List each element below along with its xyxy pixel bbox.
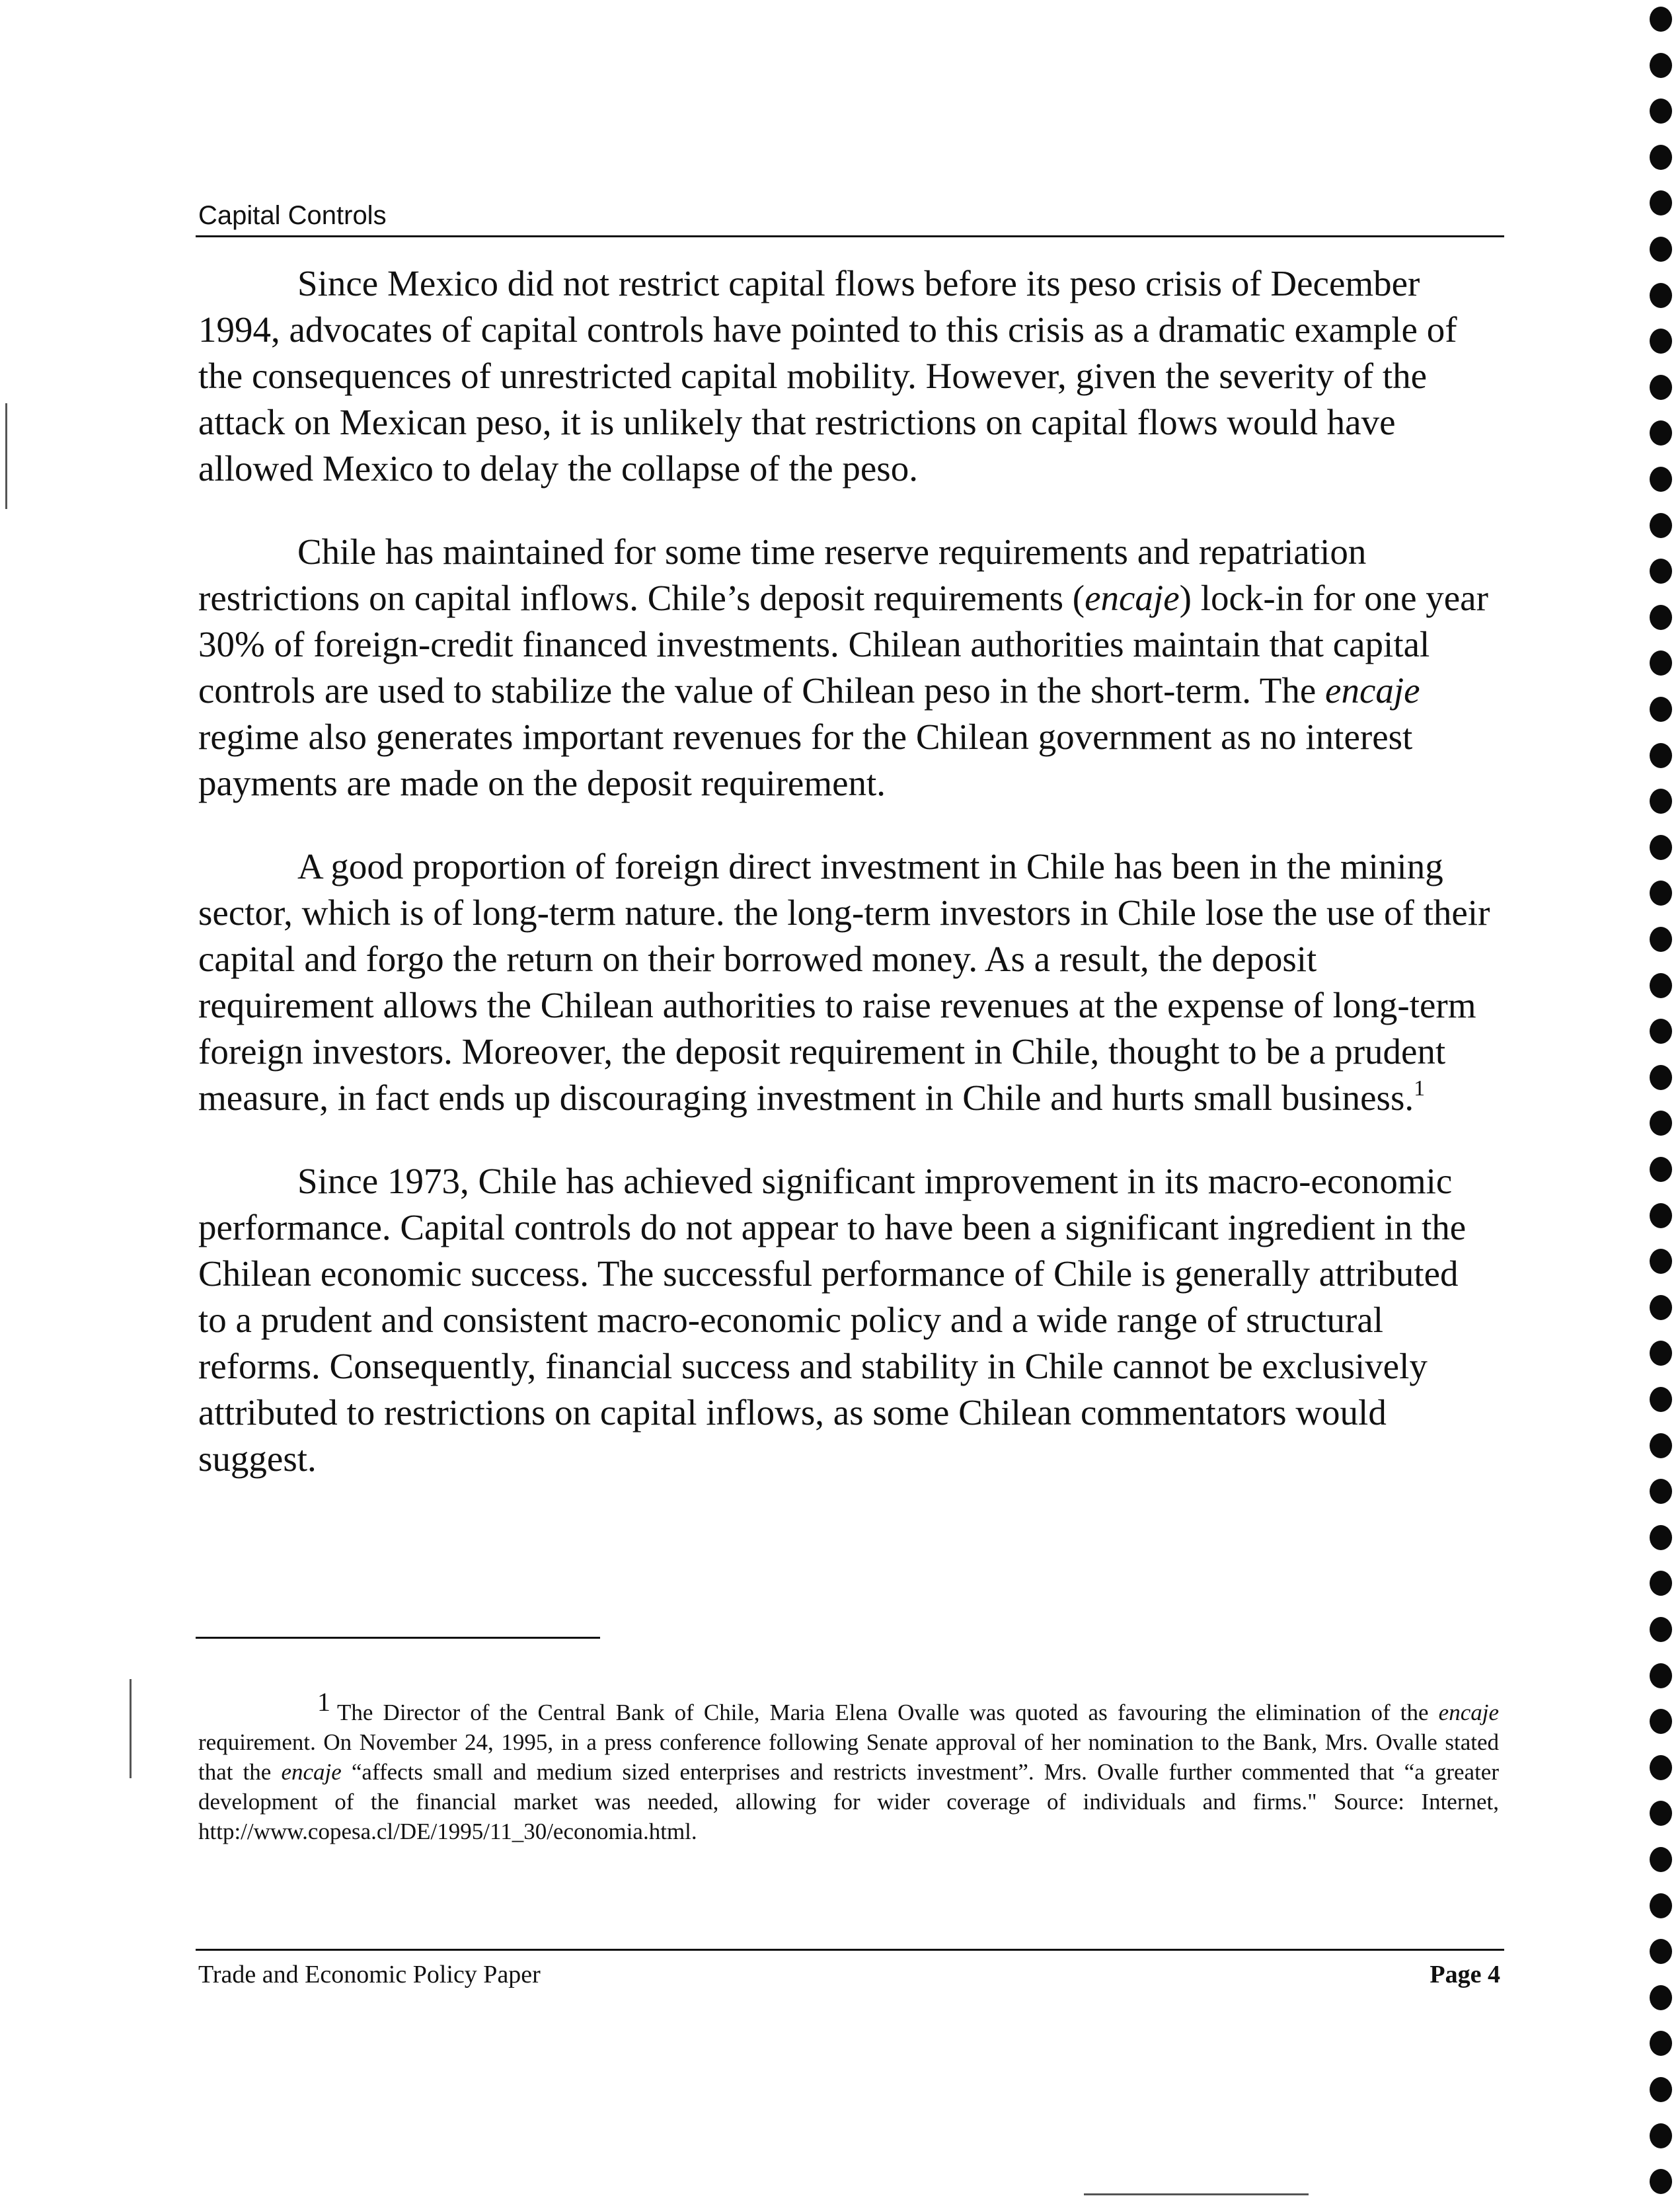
footnote-italic-encaje-2: encaje <box>281 1759 342 1785</box>
binding-hole <box>1650 1893 1672 1918</box>
footnote-mark: 1 <box>317 1687 330 1717</box>
binding-hole <box>1650 1755 1672 1780</box>
binding-hole <box>1650 1709 1672 1734</box>
binding-hole <box>1650 375 1672 400</box>
binding-hole <box>1650 1479 1672 1504</box>
binding-hole <box>1650 467 1672 492</box>
binding-hole <box>1650 2169 1672 2194</box>
binding-hole <box>1650 237 1672 262</box>
binding-hole <box>1650 420 1672 446</box>
binding-hole <box>1650 650 1672 676</box>
footnote-reference[interactable]: 1 <box>1414 1076 1426 1101</box>
footnote-text-b: requirement. On November 24, 1995, in a press conference following Senate approval of her nomination to the Bank, Mrs. Ovalle stated that the <box>198 1729 1499 1785</box>
paragraph-4: Since 1973, Chile has achieved significant improvement in its macro-economic performance. Capital controls do not appear to have been a significant ingredient in the Chilean economic success. The successful performance of Chile is generally attributed to a prudent and consistent macro-economic policy and a wide range of structural reforms. Consequently, financial success and stability in Chile cannot be exclusively attributed to restrictions on capital inflows, as some Chilean commentators would suggest. <box>198 1161 1467 1479</box>
binding-hole <box>1650 145 1672 170</box>
binding-hole <box>1650 1387 1672 1412</box>
footnote <box>198 1687 1499 1846</box>
binding-hole <box>1650 1157 1672 1182</box>
binding-hole <box>1650 1663 1672 1688</box>
binding-hole <box>1650 53 1672 78</box>
binding-hole <box>1650 1203 1672 1228</box>
binding-hole <box>1650 1295 1672 1320</box>
binding-hole <box>1650 1525 1672 1550</box>
running-header: Capital Controls <box>198 201 387 230</box>
paragraph-2-text-b: ) lock-in for one year 30% of foreign-credit financed investments. Chilean authorities maintain that capital controls are used to stabilize the value of Chilean peso in the short-term. The <box>198 578 1488 711</box>
binding-hole <box>1650 1065 1672 1090</box>
footer-title: Trade and Economic Policy Paper <box>198 1961 541 1988</box>
footnote-text-c: “affects small and medium sized enterprises and restricts investment”. Mrs. Ovalle further commented that “a greater development of the financial market was needed, allowing for wider coverage of individuals and firms." Source: Internet, http://www.copesa.cl/DE/1995/11_30/economia.html. <box>198 1759 1499 1844</box>
binding-hole <box>1650 1985 1672 2010</box>
binding-hole <box>1650 605 1672 630</box>
binding-hole <box>1650 835 1672 860</box>
binding-hole <box>1650 559 1672 584</box>
paragraph-2-italic-encaje-2: encaje <box>1325 670 1420 711</box>
scan-mark-left-1 <box>5 403 7 509</box>
page-number: Page 4 <box>1430 1961 1500 1988</box>
binding-hole <box>1650 1111 1672 1136</box>
footer-rule <box>196 1949 1504 1951</box>
binding-hole <box>1650 2031 1672 2056</box>
scan-mark-left-2 <box>130 1679 132 1778</box>
binding-hole <box>1650 2077 1672 2102</box>
binding-hole <box>1650 881 1672 906</box>
paragraph-3 <box>198 844 1494 1121</box>
binding-hole <box>1650 973 1672 998</box>
binding-hole <box>1650 283 1672 308</box>
paragraph-3-text: A good proportion of foreign direct investment in Chile has been in the mining sector, which is of long-term nature. the long-term investors in Chile lose the use of their capital and forgo the return on their borrowed money. As a result, the deposit requirement allows the Chilean authorities to raise revenues at the expense of long-term foreign investors. Moreover, the deposit requirement in Chile, thought to be a prudent measure, in fact ends up discouraging investment in Chile and hurts small business. <box>198 846 1490 1118</box>
binding-hole <box>1650 98 1672 124</box>
binding-hole <box>1650 190 1672 216</box>
binding-hole <box>1650 1433 1672 1458</box>
binding-hole <box>1650 2123 1672 2148</box>
body-text <box>198 260 1494 1519</box>
footnote-text-a: The Director of the Central Bank of Chile, Maria Elena Ovalle was quoted as favouring the elimination of the <box>337 1700 1439 1725</box>
binding-hole <box>1650 1617 1672 1642</box>
scan-mark-bottom <box>1084 2193 1309 2195</box>
binding-hole <box>1650 1019 1672 1044</box>
binding-hole <box>1650 1939 1672 1964</box>
footnote-italic-encaje-1: encaje <box>1438 1700 1499 1725</box>
paragraph-1: Since Mexico did not restrict capital flows before its peso crisis of December 1994, advocates of capital controls have pointed to this crisis as a dramatic example of the consequences of unrestricted capital mobility. However, given the severity of the attack on Mexican peso, it is unlikely that restrictions on capital flows would have allowed Mexico to delay the collapse of the peso. <box>198 263 1457 489</box>
binding-hole <box>1650 329 1672 354</box>
footnote-separator <box>196 1637 600 1639</box>
binding-hole <box>1650 513 1672 538</box>
binding-hole <box>1650 1801 1672 1826</box>
binding-hole <box>1650 789 1672 814</box>
binding-hole <box>1650 927 1672 952</box>
paragraph-2-text-c: regime also generates important revenues for the Chilean government as no interest payments are made on the deposit requirement. <box>198 717 1413 803</box>
binding-hole <box>1650 1249 1672 1274</box>
binding-hole <box>1650 1571 1672 1596</box>
binding-hole <box>1650 1847 1672 1872</box>
binding-hole <box>1650 743 1672 768</box>
binding-hole <box>1650 1341 1672 1366</box>
binding-hole <box>1650 697 1672 722</box>
paragraph-2-italic-encaje-1: encaje <box>1085 578 1180 618</box>
paragraph-2 <box>198 529 1494 806</box>
paragraph-2-text-a: Chile has maintained for some time reserve requirements and repatriation restrictions on capital inflows. Chile’s deposit requirements ( <box>198 531 1367 618</box>
binding-hole <box>1650 7 1672 32</box>
binding-holes <box>1650 0 1676 2198</box>
header-rule <box>196 235 1504 237</box>
